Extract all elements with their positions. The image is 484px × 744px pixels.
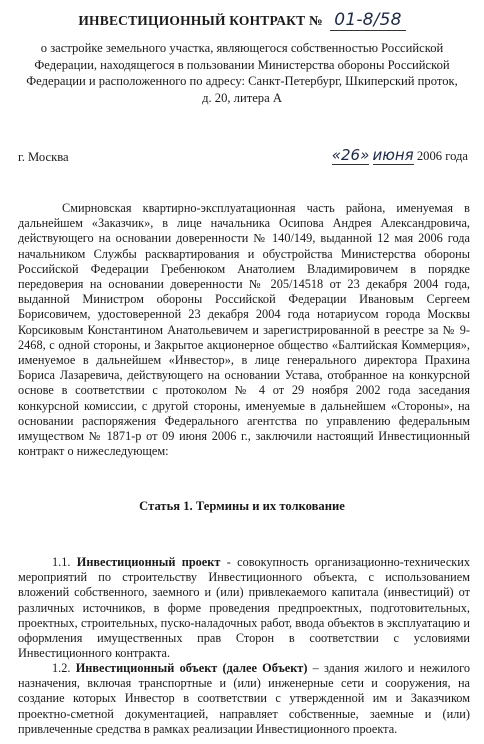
date-day: «26»: [331, 146, 370, 164]
clause-number: 1.2.: [52, 661, 71, 675]
contract-date: [332, 146, 468, 164]
clause-text: – здания жилого и нежилого назначения, включая транспортные и (или) инженерные сети и сооружения, на создание которых Инвестор в соответствии с утвержденной им и Заказчиком проектно-сметной документацией, направляет собственные, заемные и (или) привлеченные средства в рамках реализации Инвестиционного проекта.: [18, 661, 470, 736]
contract-title-text: ИНВЕСТИЦИОННЫЙ КОНТРАКТ №: [78, 13, 323, 28]
contract-place: г. Москва: [18, 150, 69, 164]
date-month: июня: [372, 146, 414, 164]
contract-number: 01-8/58: [330, 10, 405, 31]
date-year: 2006 года: [416, 149, 468, 163]
clause-1-2: [18, 661, 470, 737]
intro-paragraph: Смирновская квартирно-эксплуатационная часть района, именуемая в дальнейшем «Заказчик», в лице начальника Осипова Андрея Александровича, действующего на основании доверенности № 140/149, выданной 12 мая 2006 года начальником Службы расквартирования и обустройства Министерства обороны Российской Федерации Гребенюком Анатолием Владимировичем в порядке передоверия на основании доверенности № 205/14518 от 23 декабря 2004 года, выданной Министром обороны Российской Федерации Ивановым Сергеем Борисовичем, удостоверенной 23 декабря 2004 года нотариусом города Москвы Корсиковым Константином Анатольевичем и зарегистрированной в реестре за № 9-2468, с одной стороны, и Закрытое акционерное общество «Балтийская Коммерция», именуемое в дальнейшем «Инвестор», в лице генерального директора Прахина Бориса Лазаревича, действующего на основании Устава, отобранное на конкурсной основе в соответствии с протоколом № 4 от 29 ноября 2002 года заседания конкурсной комиссии, с другой стороны, именуемые в дальнейшем «Стороны», на основании распоряжения Федерального агентства по управлению федеральным имуществом № 1871-р от 09 июня 2006 г., заключили настоящий Инвестиционный контракт о нижеследующем:: [18, 201, 470, 459]
article-heading: Статья 1. Термины и их толкование: [139, 499, 345, 513]
clause-term: Инвестиционный объект (далее Объект): [75, 661, 308, 675]
clause-term: Инвестиционный проект: [76, 555, 221, 569]
contract-title: [0, 10, 484, 30]
clause-1-1: [18, 555, 470, 661]
clause-number: 1.1.: [52, 555, 71, 569]
clause-text: - совокупность организационно-технических мероприятий по строительству Инвестиционного объекта, с использованием вложений собственного, заемного и (или) привлекаемого капитала (инвестиций) от различных источников, в форме проведения предпроектных, подготовительных, проектных, строительных, пуско-наладочных работ, ввода объектов в эксплуатацию и оформления имущественных прав Сторон в соответствии с условиями Инвестиционного контракта.: [18, 555, 470, 661]
contract-subtitle: о застройке земельного участка, являющегося собственностью Российской Федерации, находящегося в пользовании Министерства обороны Российской Федерации и расположенного по адресу: Санкт-Петербург, Шкиперский проток, д. 20, литера А: [26, 41, 458, 105]
